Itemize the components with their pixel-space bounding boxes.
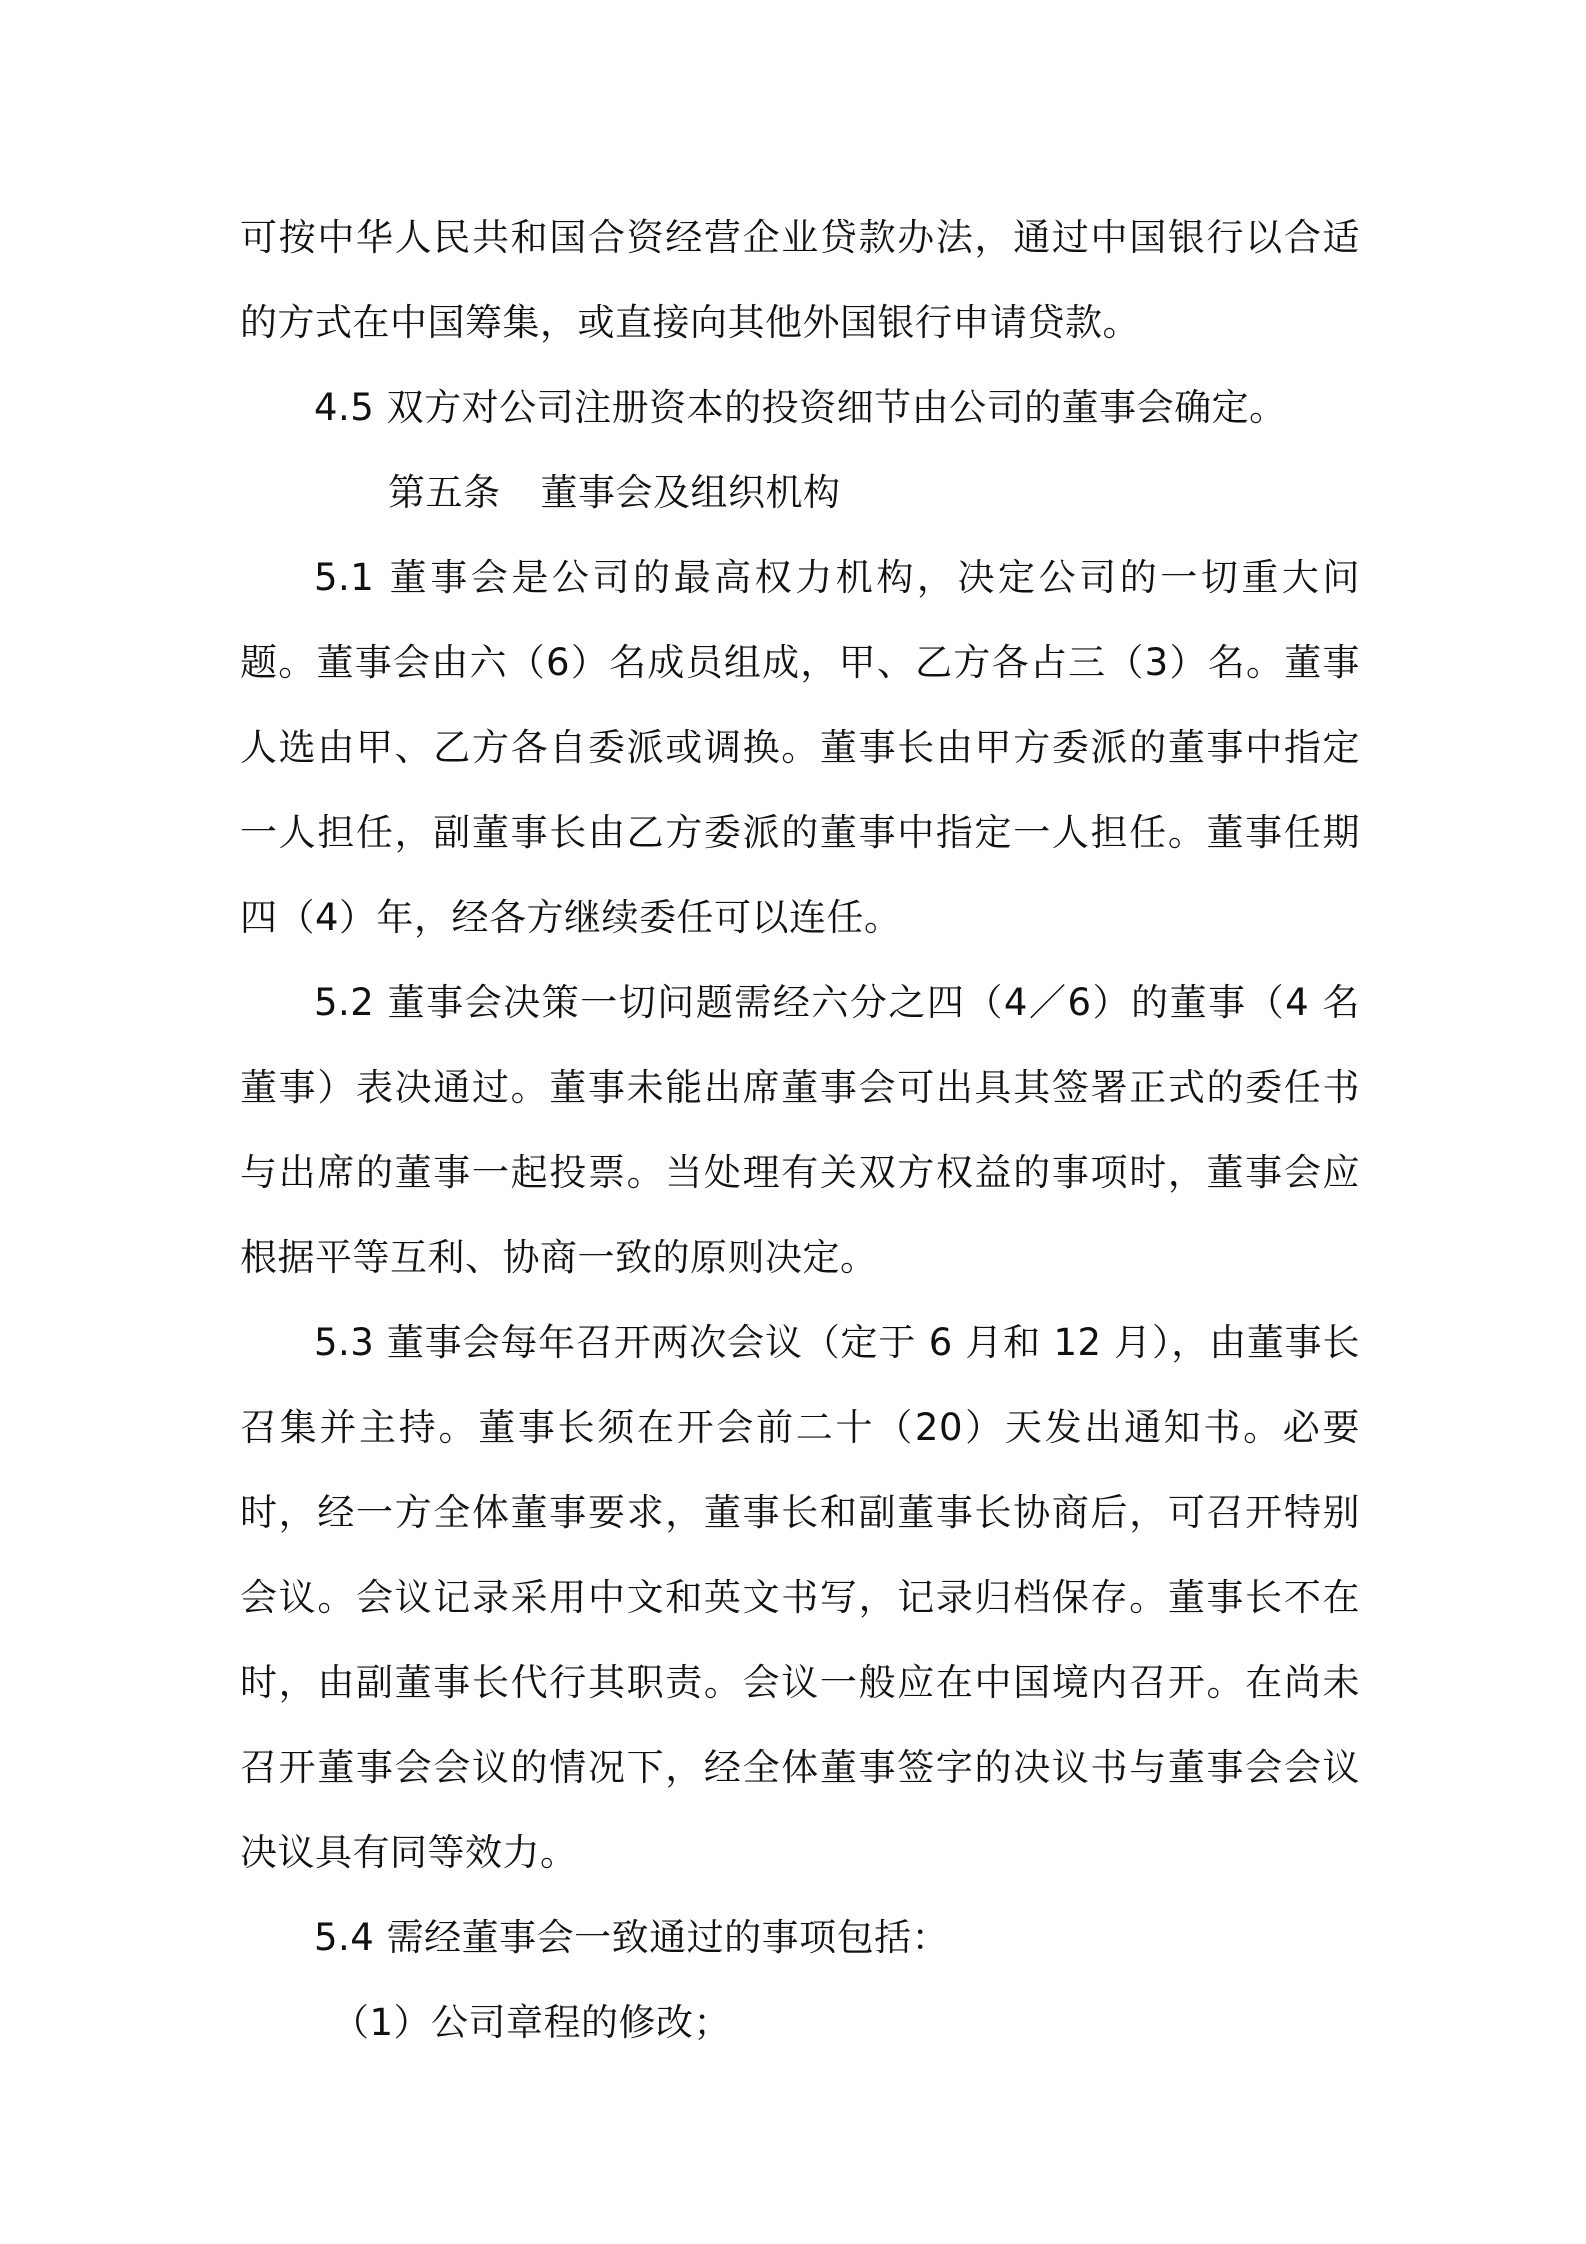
clause-5-4: 5.4 需经董事会一致通过的事项包括： xyxy=(314,1916,950,1959)
clause-5-2: 5.2 董事会决策一切问题需经六分之四（4／6）的董事（4 名董事）表决通过。董事未能出席董事会可出具其签署正式的委任书与出席的董事一起投票。当处理有关双方权益的事项时，董事会应根据平等互利、协商一致的原则决定。 xyxy=(240,981,1360,1279)
section-heading-number: 第五条 xyxy=(388,471,501,514)
paragraph-loan-method: 可按中华人民共和国合资经营企业贷款办法，通过中国银行以合适的方式在中国筹集，或直接向其他外国银行申请贷款。 xyxy=(240,216,1360,344)
document-body xyxy=(240,195,1360,2065)
section-heading-title: 董事会及组织机构 xyxy=(540,471,841,514)
section-heading-article-5 xyxy=(240,450,1360,535)
clause-5-1: 5.1 董事会是公司的最高权力机构，决定公司的一切重大问题。董事会由六（6）名成员组成，甲、乙方各占三（3）名。董事人选由甲、乙方各自委派或调换。董事长由甲方委派的董事中指定一人担任，副董事长由乙方委派的董事中指定一人担任。董事任期四（4）年，经各方继续委任可以连任。 xyxy=(240,556,1360,939)
clause-5-3: 5.3 董事会每年召开两次会议（定于 6 月和 12 月），由董事长召集并主持。董事长须在开会前二十（20）天发出通知书。必要时，经一方全体董事要求，董事长和副董事长协商后，可召开特别会议。会议记录采用中文和英文书写，记录归档保存。董事长不在时，由副董事长代行其职责。会议一般应在中国境内召开。在尚未召开董事会会议的情况下，经全体董事签字的决议书与董事会会议决议具有同等效力。 xyxy=(240,1321,1360,1874)
list-item-1: （1）公司章程的修改； xyxy=(332,2001,732,2044)
clause-4-5: 4.5 双方对公司注册资本的投资细节由公司的董事会确定。 xyxy=(314,386,1287,429)
